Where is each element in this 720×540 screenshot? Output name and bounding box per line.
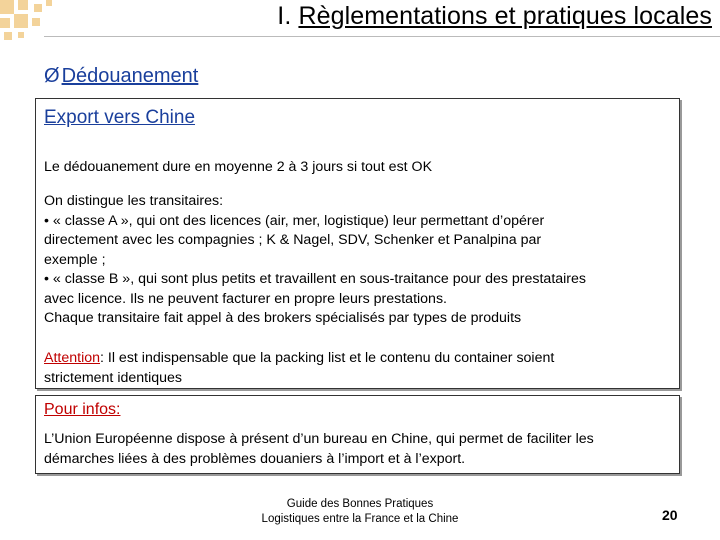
attention-line-1: : Il est indispensable que la packing list et le contenu du container soient [100, 350, 555, 366]
duration-text: Le dédouanement dure en moyenne 2 à 3 jours si tout est OK [44, 159, 433, 175]
body-line-1: On distingue les transitaires: [44, 193, 224, 209]
section-heading [44, 65, 198, 88]
page-number: 20 [662, 507, 678, 523]
section-label: Dédouanement [61, 65, 199, 87]
body-line-6: avec licence. Ils ne peuvent facturer en propre leurs prestations. [44, 290, 447, 307]
title-main: Règlementations et pratiques locales [298, 2, 712, 30]
attention-label: Attention [44, 350, 101, 366]
infos-line-1: L’Union Européenne dispose à présent d’un bureau en Chine, qui permet de faciliter les [44, 431, 594, 447]
footer-line-2: Logistiques entre la France et la Chine [261, 513, 459, 525]
title-divider [44, 36, 720, 37]
arrow-bullet-icon: Ø [44, 65, 60, 87]
infos-box [35, 395, 680, 474]
attention-line-2: strictement identiques [44, 369, 183, 386]
title-prefix: I. [277, 2, 299, 30]
page-title [277, 2, 712, 31]
infos-title: Pour infos: [44, 401, 121, 418]
body-line-4: exemple ; [44, 251, 106, 268]
export-info-box [35, 98, 680, 389]
footer-line-1: Guide des Bonnes Pratiques [286, 498, 434, 510]
body-line-7: Chaque transitaire fait appel à des brokers spécialisés par types de produits [44, 310, 522, 326]
attention-text [44, 349, 554, 369]
corner-decoration [0, 0, 64, 50]
footer [200, 497, 520, 527]
box-title: Export vers Chine [44, 107, 196, 128]
body-line-2: • « classe A », qui ont des licences (air, mer, logistique) leur permettant d’opérer [44, 212, 545, 229]
infos-line-2: démarches liées à des problèmes douaniers à l’import et à l’export. [44, 450, 466, 467]
body-line-3: directement avec les compagnies ; K & Nagel, SDV, Schenker et Panalpina par [44, 232, 542, 248]
body-line-5: • « classe B », qui sont plus petits et travaillent en sous-traitance pour des prestataires [44, 271, 587, 287]
